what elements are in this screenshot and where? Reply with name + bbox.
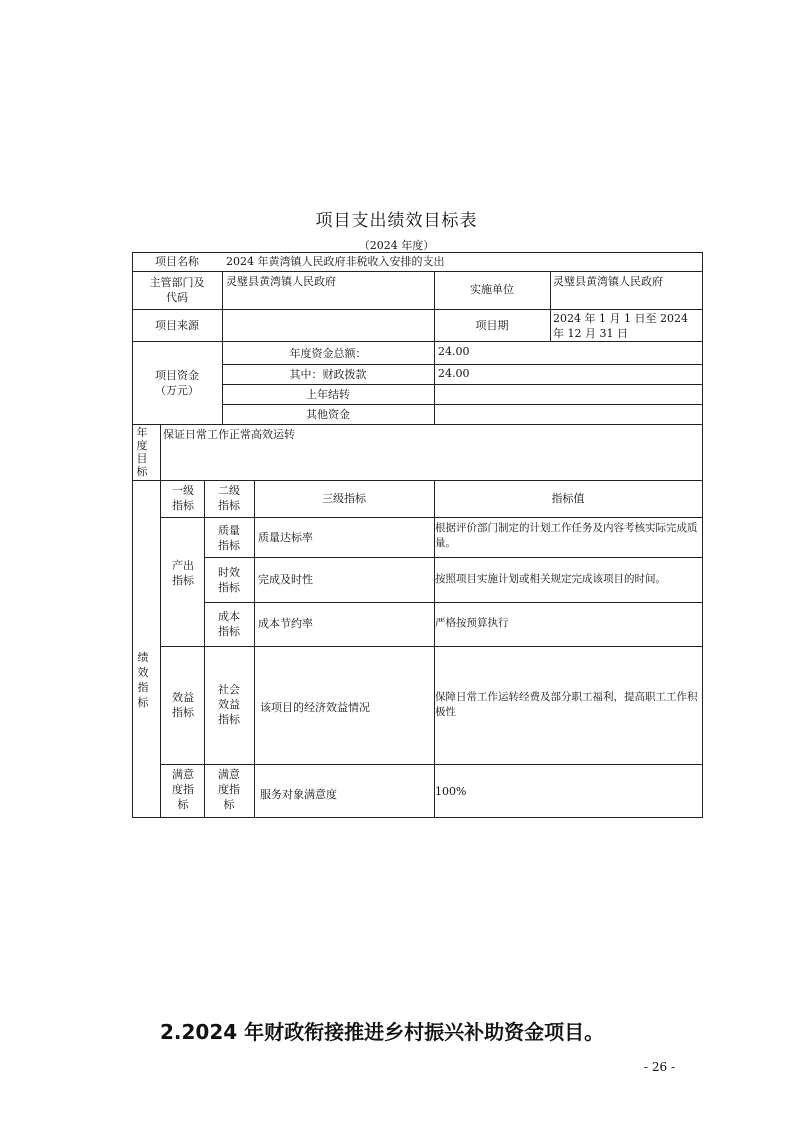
period-label: 项目期 <box>475 319 509 332</box>
performance-target-table <box>132 252 703 817</box>
funds-total-label: 年度资金总额： <box>289 347 367 360</box>
cost-indicator: 成本指标 <box>218 610 240 638</box>
funds-total-value: 24.00 <box>438 345 470 358</box>
level3-header: 三级指标 <box>322 492 366 505</box>
social-benefit-value: 保障日常工作运转经费及部分职工福利，提高职工工作积极性 <box>435 691 698 718</box>
funds-other-label: 其他资金 <box>306 408 350 421</box>
value-header: 指标值 <box>551 492 585 505</box>
satisfaction-level3: 服务对象满意度 <box>260 788 337 801</box>
satisfaction-value: 100% <box>435 785 467 798</box>
cost-level3: 成本节约率 <box>258 617 313 630</box>
group-satisfaction: 满意度指标 <box>172 768 194 811</box>
project-name-value: 2024 年黄湾镇人民政府非税收入安排的支出 <box>226 255 445 268</box>
annual-goal-label: 年度目标 <box>136 426 148 478</box>
group-benefit: 效益指标 <box>172 691 194 719</box>
impl-unit-value: 灵璧县黄湾镇人民政府 <box>553 275 663 288</box>
project-name-label: 项目名称 <box>155 255 199 268</box>
section-heading: 2.2024 年财政衔接推进乡村振兴补助资金项目。 <box>160 1020 605 1044</box>
funds-fiscal-label: 其中：财政拨款 <box>289 368 367 381</box>
level2-header: 二级指标 <box>218 484 240 512</box>
funds-fiscal-value: 24.00 <box>438 367 470 380</box>
social-benefit-level3: 该项目的经济效益情况 <box>260 701 370 714</box>
funds-label: 项目资金（万元） <box>155 369 199 397</box>
timeliness-value: 按照项目实施计划或相关规定完成该项目的时间。 <box>435 573 666 585</box>
perf-label: 绩效指标 <box>137 651 149 709</box>
dept-value: 灵璧县黄湾镇人民政府 <box>226 275 336 288</box>
cost-value: 严格按预算执行 <box>435 617 509 629</box>
fiscal-year: （2024 年度） <box>358 239 435 252</box>
satisfaction-indicator: 满意度指标 <box>218 768 240 811</box>
funds-carryover-label: 上年结转 <box>306 388 350 401</box>
group-output: 产出指标 <box>172 559 194 587</box>
impl-unit-label: 实施单位 <box>470 283 514 296</box>
timeliness-indicator: 时效指标 <box>218 566 240 594</box>
quality-value: 根据评价部门制定的计划工作任务及内容考核实际完成质量。 <box>435 522 698 549</box>
period-value: 2024 年 1 月 1 日至 2024 年 12 月 31 日 <box>553 312 688 340</box>
page-number: - 26 - <box>643 1060 675 1074</box>
timeliness-level3: 完成及时性 <box>258 573 313 586</box>
annual-goal-value: 保证日常工作正常高效运转 <box>163 428 295 441</box>
table-title: 项目支出绩效目标表 <box>315 211 478 231</box>
quality-indicator: 质量指标 <box>218 524 240 552</box>
social-benefit-indicator: 社会效益指标 <box>218 683 240 726</box>
dept-label: 主管部门及代码 <box>149 276 205 304</box>
source-label: 项目来源 <box>155 319 199 332</box>
level1-header: 一级指标 <box>172 484 194 512</box>
quality-level3: 质量达标率 <box>258 531 313 544</box>
